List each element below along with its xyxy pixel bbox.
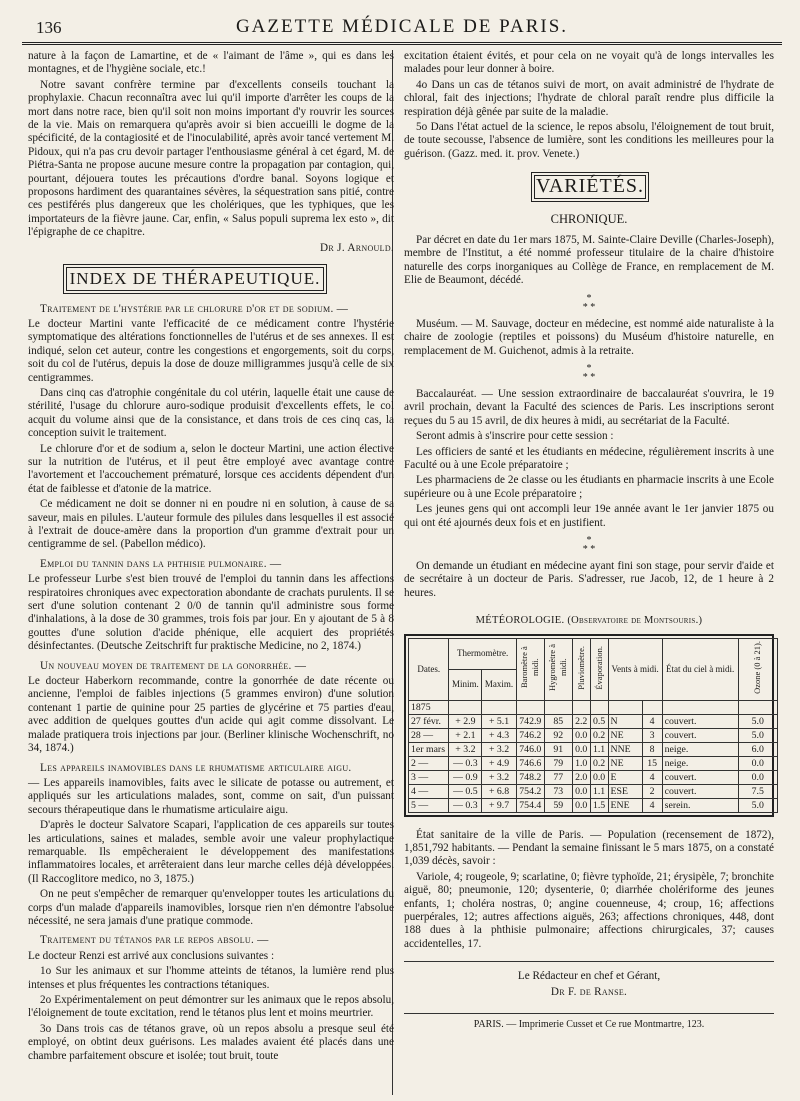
section-paragraph: Le chlorure d'or et de sodium a, selon le docteur Martini, une action élective sur la nutrition de l'utérus, et il peut être employé avec avantage contre l'avortement et l'accouchement prématuré, lorsque ces accidents dépendent d'un état de faiblesse et d'atonie de la matrice.	[28, 442, 394, 495]
col-header-pluviometre: Pluviomètre.	[575, 645, 586, 690]
col-header-etat-ciel: État du ciel à midi.	[662, 638, 738, 700]
meteo-cell: couvert.	[662, 770, 738, 784]
meteo-cell: 77	[544, 770, 572, 784]
section-heading: Les appareils inamovibles dans le rhumatisme articulaire aigu.	[40, 761, 352, 774]
index-section	[28, 558, 394, 654]
col-header-barometre: Baromètre à midi.	[519, 646, 541, 689]
meteo-cell: 7.5	[738, 784, 777, 798]
col-header-dates: Dates.	[409, 638, 449, 700]
meteo-cell: 85	[544, 714, 572, 728]
meteo-cell: 2.0	[572, 770, 590, 784]
section-paragraph: Le docteur Martini vante l'efficacité de ce médicament contre l'hystérie symptomatique des altérations fonctionnelles de l'utérus et de ses annexes. Il est indiqué, selon cet auteur, contre les congestions et engorgements, soit du corps, soit du col de l'utérus, depuis la dose de douze milligrammes jusqu'à celle de six centigrammes.	[28, 317, 394, 384]
continuation-paragraph: 4o Dans un cas de tétanos suivi de mort, on avait administré de l'hydrate de chloral, fait des injections; l'hydrate de chloral paraît rendre plus difficile la respiration déjà gênée par suite de la maladie.	[404, 78, 774, 118]
meteo-cell: — 0.3	[449, 756, 482, 770]
meteo-cell: 79	[544, 756, 572, 770]
col-header-minim: Minim.	[449, 669, 482, 700]
meteo-cell: + 4.3	[482, 728, 516, 742]
meteo-cell: neige.	[662, 756, 738, 770]
baccalaureat-paragraph: Les pharmaciens de 2e classe ou les étudiants en pharmacie inscrits à une Ecole supérieure ou à une Ecole préparatoire ;	[404, 474, 774, 500]
printer-imprint: PARIS. — Imprimerie Cusset et Ce rue Montmartre, 123.	[404, 1013, 774, 1031]
col-header-evaporation: Évaporation.	[593, 645, 604, 690]
meteo-row	[409, 756, 778, 770]
intro-paragraph: Notre savant confrère termine par d'excellents conseils touchant la prophylaxie. Chacun reconnaîtra avec lui qu'il importe d'arrêter les coups de la mort dans notre race, bien qu'il soit non moins important d'y rouvrir les sources de la vie. Mais on remarquera qu'après avoir si bien accueilli le dogme de la spécificité, de la contagiosité et de l'inoculabilité, après avoir tancé vertement M. Pidoux, qui n'a pas cru devoir partager l'enthousiasme général à cet égard, M. de Piétra-Santa ne propose aucune mesure contre la propagation par contagion, qui, pourtant, déjouera toutes les précautions d'ordre banal. Soyons logique et proposons hardiment des quarantaines sévères, la séquestration sans pitié, contre ces pestiférés plus dangereux que les cholériques, que les typhiques, que les importateurs de la fièvre jaune. Car, enfin, « Salus populi suprema lex esto », dit l'épigraphe de ce chapitre.	[28, 78, 394, 239]
meteo-cell: 0.0	[572, 798, 590, 812]
continuation-paragraph: excitation étaient évités, et pour cela on ne voyait qu'à de longs intervalles les malades pour leur donner à boire.	[404, 50, 774, 76]
meteo-cell: + 6.8	[482, 784, 516, 798]
meteo-cell: 0.2	[590, 728, 608, 742]
meteo-cell: + 2.1	[449, 728, 482, 742]
meteo-cell: 1er mars	[409, 742, 449, 756]
page-header	[22, 8, 782, 45]
meteo-cell: NNE	[608, 742, 642, 756]
meteo-cell: couvert.	[662, 728, 738, 742]
section-paragraph: Le docteur Renzi est arrivé aux conclusions suivantes :	[28, 949, 275, 962]
meteo-cell: 754.2	[516, 784, 544, 798]
meteo-cell: 5.0	[738, 728, 777, 742]
col-header-ozone: Ozone (0 à 21).	[752, 641, 763, 695]
meteo-cell: 27 févr.	[409, 714, 449, 728]
meteo-cell: 746.0	[516, 742, 544, 756]
meteo-cell: NE	[608, 756, 642, 770]
meteo-year: 1875	[409, 700, 449, 714]
etat-sanitaire-paragraph: Variole, 4; rougeole, 9; scarlatine, 0; fièvre typhoïde, 21; érysipèle, 7; bronchite aiguë, 80; pneumonie, 120; dysenterie, 0; diarrhée cholériforme des jeunes enfants, 1; choléra nostras, 0; angine couenneuse, 4; croup, 16; affections puerpérales, 12; autres affections aiguës, 263; affections chroniques, 448, dont 188 dues à la phthisie pulmonaire; affections chirurgicales, 37; causes accidentelles, 17.	[404, 870, 774, 950]
meteo-cell: 4	[642, 798, 662, 812]
meteo-cell: 8	[642, 742, 662, 756]
section-paragraph: 1o Sur les animaux et sur l'homme atteints de tétanos, la lumière rend plus intenses et plus fréquentes les contractions tétaniques.	[28, 965, 394, 991]
meteo-cell: 742.9	[516, 714, 544, 728]
section-paragraph: 2o Expérimentalement on peut démontrer sur les animaux que le repos absolu, l'éloignement de toute excitation, rend le tétanos plus lent et moins meurtrier.	[28, 994, 394, 1020]
meteo-cell: 0.0	[572, 742, 590, 756]
meteo-cell: 1.0	[572, 756, 590, 770]
meteo-cell: 0.0	[572, 784, 590, 798]
meteo-row	[409, 784, 778, 798]
meteo-cell: + 9.7	[482, 798, 516, 812]
baccalaureat-paragraph: Les jeunes gens qui ont accompli leur 19e année avant le 1er janvier 1875 ou qui ont été ajournés deux fois et en justifient.	[404, 503, 774, 529]
section-paragraph: Ce médicament ne doit se donner ni en poudre ni en solution, à cause de sa saveur, mais en pilules. L'auteur formule des pilules dans lesquelles il est associé à l'extrait de douce-amère dans la proportion d'un gramme d'extrait pour un centigramme de sel. (Pabellon médico).	[28, 498, 394, 551]
section-heading: Emploi du tannin dans la phthisie pulmonaire. —	[40, 557, 282, 570]
asterism-separator: * * *	[582, 534, 596, 555]
meteo-cell: 2	[642, 784, 662, 798]
meteo-cell: couvert.	[662, 714, 738, 728]
meteo-table-frame	[404, 634, 774, 817]
meteo-cell: 3	[642, 728, 662, 742]
index-section	[28, 660, 394, 756]
section-paragraph: Le professeur Lurbe s'est bien trouvé de l'emploi du tannin dans les affections respiratoires chroniques avec expectoration abondante de crachats purulents. Il se sert d'une solution contenant 2 0/0 de tannin qu'il administre sous forme d'inhalations, à la dose de 30 grammes, trois fois par jour. En y ajoutant de 5 à 8 gouttes d'une solution d'acide phénique, elle acquiert des propriétés désinfectantes. (Deutsche Zeitschrift fur praktische Medicine, no 2, 1874.)	[28, 573, 394, 653]
section-heading: Traitement du tétanos par le repos absolu. —	[40, 934, 269, 947]
section-paragraph: Dans cinq cas d'atrophie congénitale du col utérin, laquelle était une cause de stérilité, l'usage du chlorure auro-sodique produisit d'excellents effets, le col acquit du volume ainsi que de la consistance, et dans trois de ces cinq cas, la conception suivit le traitement.	[28, 386, 394, 440]
meteo-cell: — 0.9	[449, 770, 482, 784]
meteo-cell: + 3.2	[482, 742, 516, 756]
meteo-cell: + 3.2	[482, 770, 516, 784]
chronique-item: Muséum. — M. Sauvage, docteur en médecine, est nommé aide naturaliste à la chaire de zoologie (reptiles et poissons) du Muséum d'histoire naturelle, en remplacement de M. Guichenot, admis à la retraite.	[404, 317, 774, 357]
section-paragraph: D'après le docteur Salvatore Scapari, l'application de ces appareils sur toutes les articulations, saines et malades, semble avoir une valeur prophylactique remarquable. Ils empêcheraient le développement des manifestations inflammatoires locales, et arrêteraient dans leur marche celles déjà développées. (Il Raccoglitore medico, no 3, 1875.)	[28, 819, 394, 885]
meteo-cell: 5.0	[738, 798, 777, 812]
asterism-separator: * * *	[582, 362, 596, 383]
meteo-row	[409, 770, 778, 784]
meteo-cell: ESE	[608, 784, 642, 798]
meteo-cell: 4 —	[409, 784, 449, 798]
meteo-title: MÉTÉOROLOGIE. (Observatoire de Montsouris.)	[475, 615, 703, 627]
meteo-cell: + 3.2	[449, 742, 482, 756]
meteo-cell: N	[608, 714, 642, 728]
meteo-cell: + 2.9	[449, 714, 482, 728]
meteo-cell: 0.2	[590, 756, 608, 770]
meteo-cell: 0.0	[572, 728, 590, 742]
meteo-cell: 73	[544, 784, 572, 798]
section-paragraph: 3o Dans trois cas de tétanos grave, où un repos absolu a presque seul été employé, on obtint deux guérisons. Les malades avaient été placés dans une chambre parfaitement obscure et isolée; tout bruit, toute	[28, 1022, 394, 1062]
baccalaureat-paragraph: Seront admis à s'inscrire pour cette session :	[416, 430, 614, 443]
meteo-cell: 1.5	[590, 798, 608, 812]
meteo-cell: — 0.3	[449, 798, 482, 812]
meteo-cell: 0.0	[590, 770, 608, 784]
chronique-title: CHRONIQUE.	[550, 211, 628, 226]
meteo-cell: — 0.5	[449, 784, 482, 798]
meteo-table	[408, 638, 778, 813]
meteo-row	[409, 714, 778, 728]
editor-name: Dr F. de Ranse.	[550, 985, 628, 998]
editor-role: Le Rédacteur en chef et Gérant,	[517, 970, 661, 983]
baccalaureat-paragraph: Les officiers de santé et les étudiants en médecine, régulièrement inscrits à une Faculté ou à une Ecole préparatoire ;	[404, 445, 774, 471]
varietes-title: VARIÉTÉS.	[535, 175, 645, 198]
section-paragraph: Le docteur Haberkorn recommande, contre la gonorrhée de date récente ou ancienne, l'emploi de faibles injections (5 grammes environ) d'une solution contenant 1 partie de quinine pour 25 parties de glycérine et 75 parties d'eau, avec addition de quelques gouttes d'un acide qui agit comme dissolvant. Le malade pratiquera trois injections par jour. (Berliner klinische Wochenschrift, no 34, 1874.)	[28, 675, 394, 755]
meteo-cell: + 4.9	[482, 756, 516, 770]
meteo-cell: 5 —	[409, 798, 449, 812]
section-paragraph: — Les appareils inamovibles, faits avec le silicate de potasse ou autrement, et appliqués sur les articulations malades, sont, comme on sait, d'un puissant secours thérapeutique dans le rhumatisme articulaire aigu.	[28, 776, 394, 816]
meteo-cell: 748.2	[516, 770, 544, 784]
publication-title: GAZETTE MÉDICALE DE PARIS.	[235, 16, 569, 37]
meteo-cell: NE	[608, 728, 642, 742]
meteo-row	[409, 742, 778, 756]
meteo-cell: 0.0	[738, 770, 777, 784]
meteo-cell: 59	[544, 798, 572, 812]
meteo-cell: 15	[642, 756, 662, 770]
meteo-cell: 1.1	[590, 784, 608, 798]
index-section	[28, 303, 394, 552]
etat-sanitaire-paragraph: État sanitaire de la ville de Paris. — Population (recensement de 1872), 1,851,792 habitants. — Pendant la semaine finissant le 5 mars 1875, on a constaté 1,039 décès, savoir :	[404, 828, 774, 868]
intro-paragraph: nature à la façon de Lamartine, et de « l'aimant de l'âme », qui es dans les montagnes, et de l'hygiène sociale, etc.!	[28, 50, 394, 76]
meteo-cell: 28 —	[409, 728, 449, 742]
meteo-cell: 0.0	[738, 756, 777, 770]
index-section	[28, 762, 394, 929]
col-header-maxim: Maxim.	[482, 669, 516, 700]
demande-paragraph: On demande un étudiant en médecine ayant fini son stage, pour servir d'aide et de secrétaire à un docteur de Paris. S'adresser, rue Jacob, 12, de 1 heure à 2 heures.	[404, 559, 774, 599]
meteo-cell: 4	[642, 714, 662, 728]
meteo-cell: + 5.1	[482, 714, 516, 728]
meteo-cell: 746.2	[516, 728, 544, 742]
col-header-hygrometre: Hygromètre à midi.	[547, 644, 569, 692]
meteo-cell: 6.0	[738, 742, 777, 756]
meteo-cell: 1.1	[590, 742, 608, 756]
col-header-thermometre: Thermomètre.	[449, 638, 516, 669]
meteo-cell: neige.	[662, 742, 738, 756]
meteo-row	[409, 798, 778, 812]
meteo-cell: 2 —	[409, 756, 449, 770]
meteo-cell: ENE	[608, 798, 642, 812]
meteo-cell: 4	[642, 770, 662, 784]
meteo-cell: 0.5	[590, 714, 608, 728]
asterism-separator: * * *	[582, 292, 596, 313]
section-heading: Traitement de l'hystérie par le chlorure d'or et de sodium. —	[40, 302, 349, 315]
continuation-paragraph: 5o Dans l'état actuel de la science, le repos absolu, l'éloignement de tout bruit, de toute secousse, l'absence de lumière, sont les conditions les meilleures pour la guérison. (Gazz. med. it. prov. Venete.)	[404, 121, 774, 160]
meteo-cell: 91	[544, 742, 572, 756]
index-section	[28, 934, 394, 1063]
meteo-cell: E	[608, 770, 642, 784]
baccalaureat-paragraph: Baccalauréat. — Une session extraordinaire de baccalauréat s'ouvrira, le 19 avril prochain, devant la Faculté des sciences de Paris. Les inscriptions seront reçues du 5 au 15 avril, de dix heures à midi, au secrétariat de la Faculté.	[404, 387, 774, 427]
index-therapeutique-title: INDEX DE THÉRAPEUTIQUE.	[66, 267, 324, 290]
meteo-cell: 5.0	[738, 714, 777, 728]
article-signature: Dr J. Arnould.	[320, 241, 394, 254]
meteo-cell: couvert.	[662, 784, 738, 798]
col-header-vents: Vents à midi.	[608, 638, 662, 700]
meteo-cell: 3 —	[409, 770, 449, 784]
page-number: 136	[36, 18, 62, 37]
right-column	[404, 50, 774, 1031]
meteo-cell: 2.2	[572, 714, 590, 728]
meteo-cell: 92	[544, 728, 572, 742]
meteo-cell: serein.	[662, 798, 738, 812]
left-column	[28, 50, 394, 1065]
editor-signature	[404, 961, 774, 999]
meteo-cell: 746.6	[516, 756, 544, 770]
section-heading: Un nouveau moyen de traitement de la gonorrhée. —	[40, 659, 307, 672]
chronique-item: Par décret en date du 1er mars 1875, M. Sainte-Claire Deville (Charles-Joseph), membre de l'Institut, a été nommé professeur titulaire de la chaire d'histoire naturelle des corps inorganiques au Collège de France, en remplacement de M. Elie de Beaumont, décédé.	[404, 234, 774, 287]
meteo-cell: 754.4	[516, 798, 544, 812]
meteo-row	[409, 728, 778, 742]
section-paragraph: On ne peut s'empêcher de remarquer qu'envelopper toutes les articulations du corps d'un malade d'appareils inamovibles, lorsque rien n'en démontre l'absolue nécessité, ne sera jamais d'une pratique commode.	[28, 888, 394, 927]
